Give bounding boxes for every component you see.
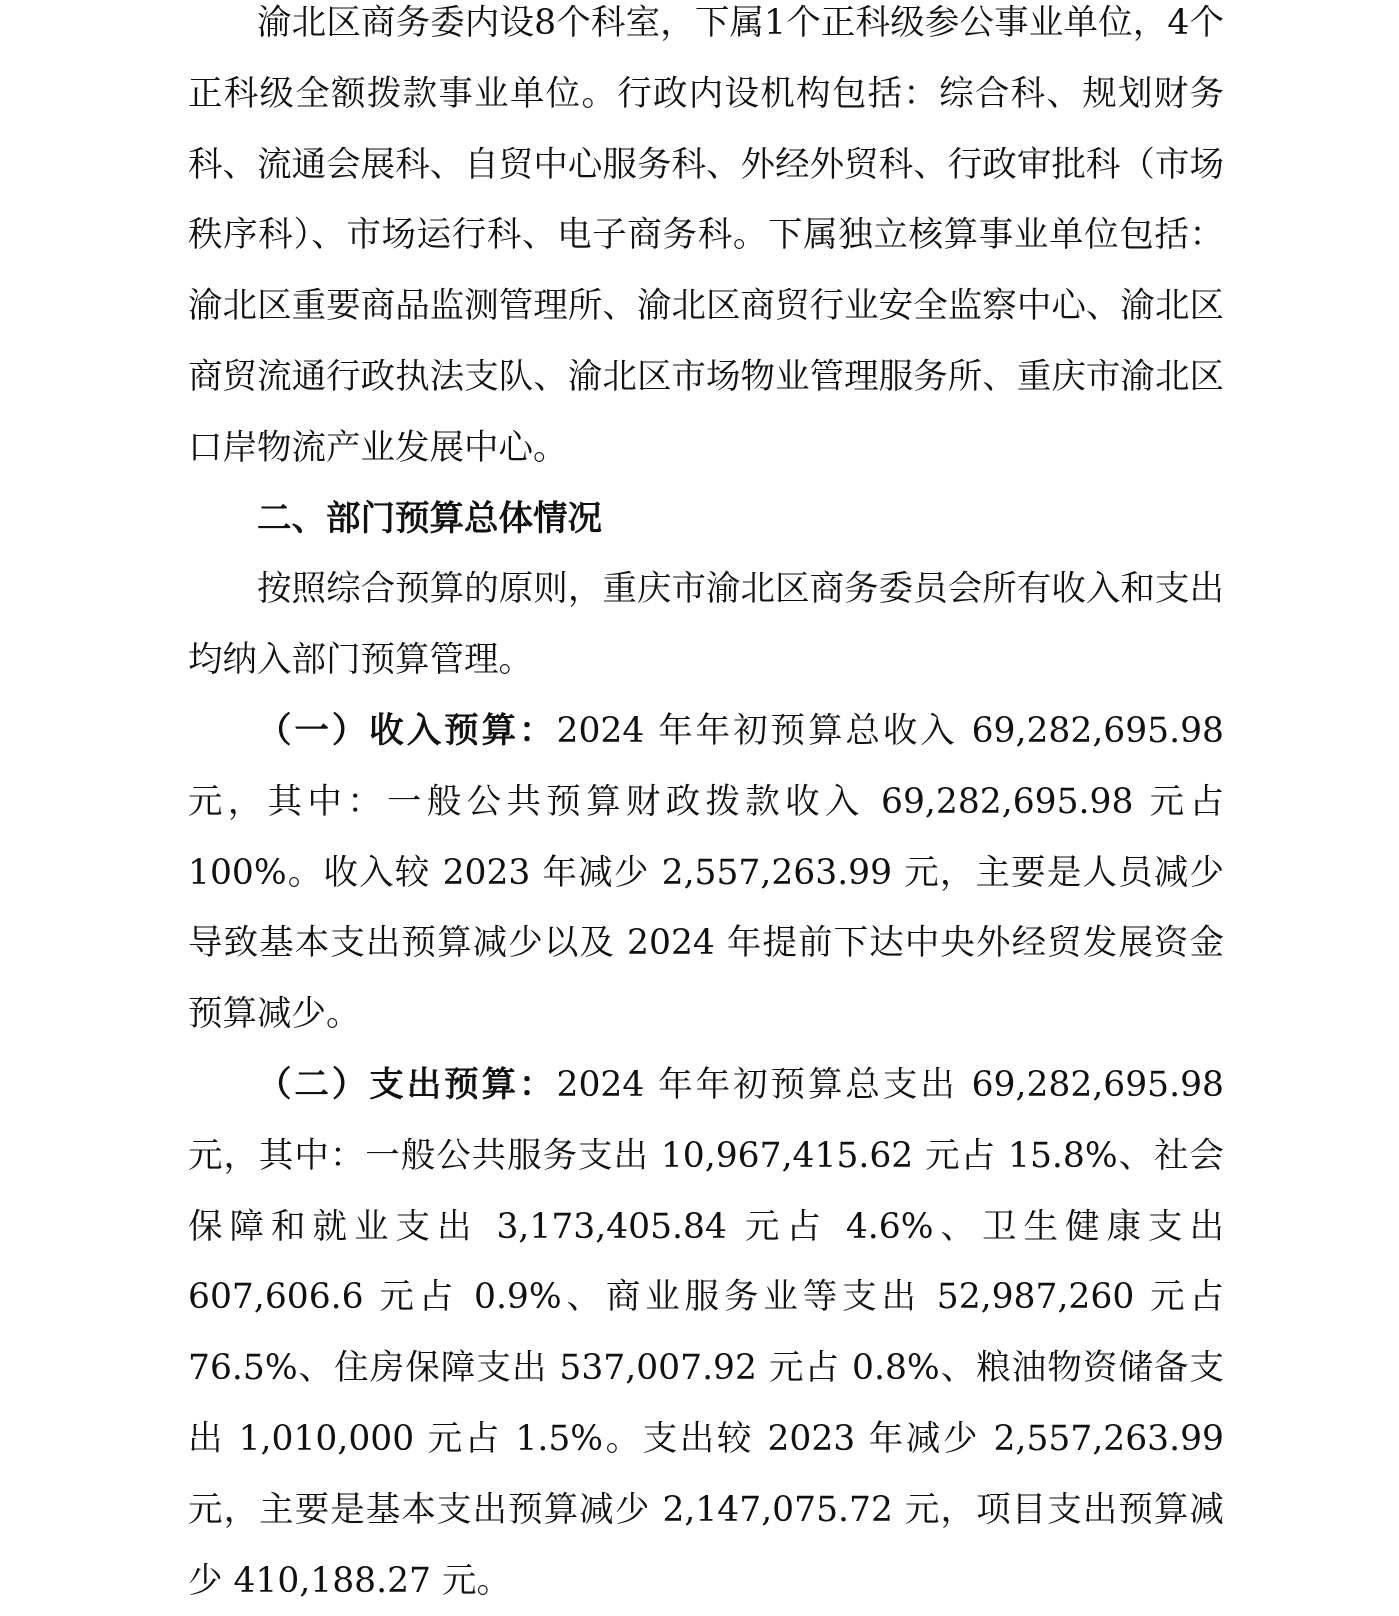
income-budget-paragraph bbox=[188, 696, 1224, 1050]
document-page bbox=[188, 0, 1224, 1616]
expense-budget-text: 2024 年年初预算总支出 69,282,695.98 元，其中：一般公共服务支出 10,967,415.62 元占 15.8%、社会保障和就业支出 3,173,405.84 元占 4.6%、卫生健康支出 607,606.6 元占 0.9%、商业服务业等支出 52,987,260 元占 76.5%、住房保障支出 537,007.92 元占 0.8%、粮油物资储备支出 1,010,000 元占 1.5%。支出较 2023 年减少 2,557,263.99 元，主要是基本支出预算减少 2,147,075.72 元，项目支出预算减少 410,188.27 元。 bbox=[188, 1064, 1224, 1601]
budget-principle-paragraph: 按照综合预算的原则，重庆市渝北区商务委员会所有收入和支出均纳入部门预算管理。 bbox=[188, 569, 1224, 681]
expense-budget-lead: （二）支出预算： bbox=[257, 1064, 557, 1105]
expense-budget-paragraph bbox=[188, 1050, 1224, 1616]
section-two-heading: 二、部门预算总体情况 bbox=[257, 498, 602, 539]
income-budget-text: 2024 年年初预算总收入 69,282,695.98 元，其中：一般公共预算财政拨款收入 69,282,695.98 元占 100%。收入较 2023 年减少 2,557,263.99 元，主要是人员减少导致基本支出预算减少以及 2024 年提前下达中央外经贸发展资金预算减少。 bbox=[188, 710, 1224, 1035]
org-structure-paragraph: 渝北区商务委内设8个科室，下属1个正科级参公事业单位，4个正科级全额拨款事业单位。行政内设机构包括：综合科、规划财务科、流通会展科、自贸中心服务科、外经外贸科、行政审批科（市场秩序科）、市场运行科、电子商务科。下属独立核算事业单位包括：渝北区重要商品监测管理所、渝北区商贸行业安全监察中心、渝北区商贸流通行政执法支队、渝北区市场物业管理服务所、重庆市渝北区口岸物流产业发展中心。 bbox=[188, 3, 1224, 468]
income-budget-lead: （一）收入预算： bbox=[257, 710, 557, 751]
